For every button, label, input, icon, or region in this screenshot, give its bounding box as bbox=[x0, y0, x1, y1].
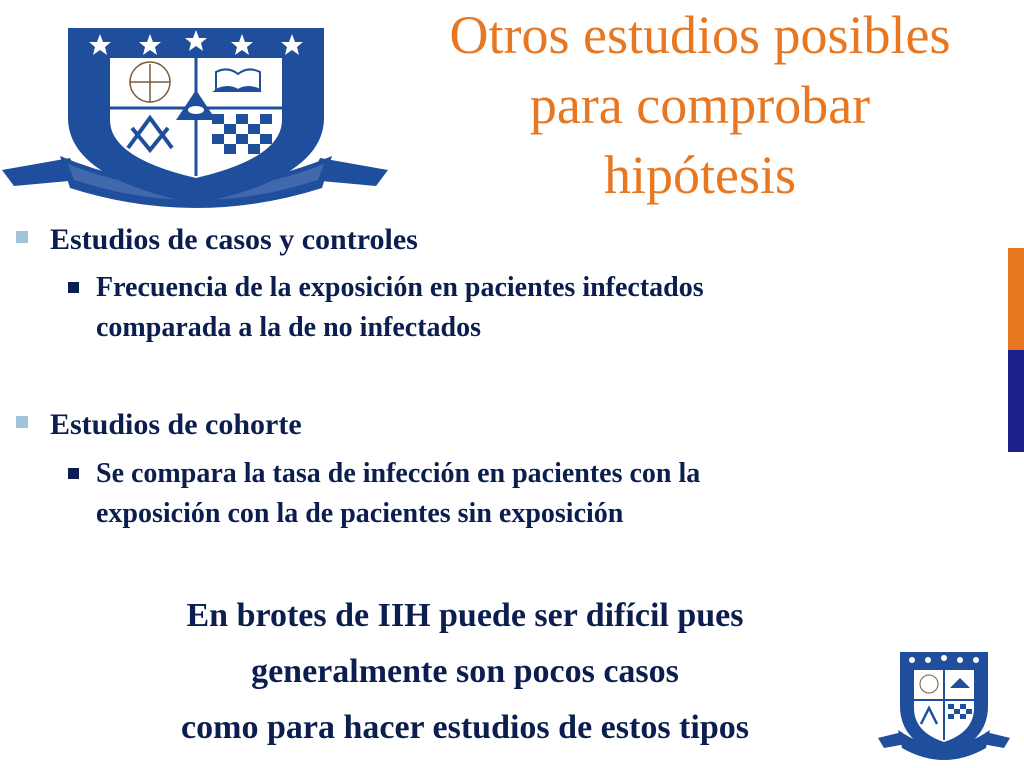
bullet-cohort bbox=[50, 407, 302, 443]
conclusion-text bbox=[40, 588, 890, 756]
slide-title bbox=[400, 0, 1000, 210]
bullet-case-control-text: Estudios de casos y controles bbox=[50, 223, 418, 256]
accent-bar-orange bbox=[1008, 248, 1024, 350]
sub-bullet-cohort bbox=[96, 454, 916, 534]
conclusion-line-3: como para hacer estudios de estos tipos bbox=[181, 709, 749, 746]
conclusion-line-1: En brotes de IIH puede ser difícil pues bbox=[186, 597, 744, 634]
bullet-case-control bbox=[50, 222, 418, 258]
title-line-3: hipótesis bbox=[603, 145, 796, 205]
sub-bullet-cohort-line-1: Se compara la tasa de infección en pacientes con la bbox=[96, 458, 701, 489]
sub-bullet-cohort-line-2: exposición con la de pacientes sin exposición bbox=[96, 498, 624, 529]
title-line-2: para comprobar bbox=[529, 75, 871, 135]
bullet-square-icon bbox=[16, 416, 28, 428]
conclusion-line-2: generalmente son pocos casos bbox=[251, 653, 679, 690]
bullet-square-icon bbox=[16, 231, 28, 243]
bullet-cohort-text: Estudios de cohorte bbox=[50, 408, 302, 441]
accent-bar-navy bbox=[1008, 350, 1024, 452]
sub-bullet-square-icon bbox=[68, 282, 79, 293]
sub-bullet-case-control-line-1: Frecuencia de la exposición en pacientes infectados bbox=[96, 272, 704, 303]
university-logo bbox=[0, 8, 392, 208]
sub-bullet-case-control bbox=[96, 268, 916, 348]
university-logo-small bbox=[876, 640, 1012, 760]
sub-bullet-square-icon bbox=[68, 468, 79, 479]
title-line-1: Otros estudios posibles bbox=[449, 5, 951, 65]
sub-bullet-case-control-line-2: comparada a la de no infectados bbox=[96, 312, 481, 343]
